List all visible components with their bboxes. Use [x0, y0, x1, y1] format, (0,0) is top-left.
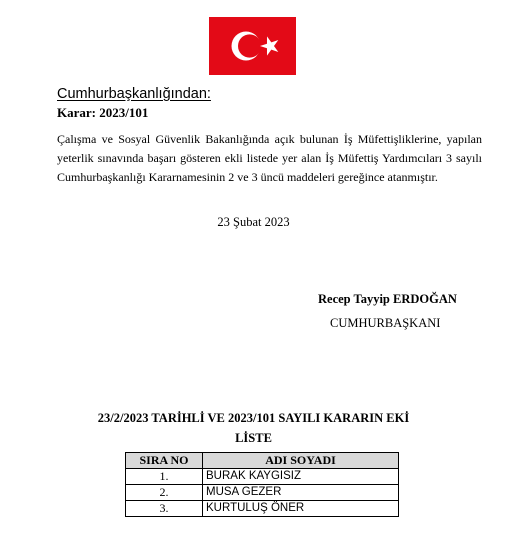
- issuer-heading: Cumhurbaşkanlığından:: [57, 86, 211, 102]
- table-row: [126, 501, 399, 517]
- signer-title: CUMHURBAŞKANI: [330, 316, 441, 330]
- row-name: KURTULUŞ ÖNER: [203, 501, 399, 517]
- appointee-table: [125, 452, 399, 517]
- decision-date: 23 Şubat 2023: [217, 215, 290, 229]
- row-number: 2.: [126, 485, 203, 501]
- crescent-star-icon: [209, 17, 296, 75]
- row-number: 1.: [126, 469, 203, 485]
- row-number: 3.: [126, 501, 203, 517]
- turkish-flag-emblem: [209, 17, 296, 75]
- table-header-row: [126, 453, 399, 469]
- row-name: BURAK KAYGISIZ: [203, 469, 399, 485]
- decision-number: Karar: 2023/101: [57, 105, 149, 120]
- column-header-sira-no: SIRA NO: [126, 453, 203, 469]
- table-row: [126, 469, 399, 485]
- row-name: MUSA GEZER: [203, 485, 399, 501]
- annex-title-line-1: 23/2/2023 TARİHLİ VE 2023/101 SAYILI KARARIN EKİ: [97, 411, 410, 425]
- annex-title-line-2: LİSTE: [235, 431, 272, 445]
- signer-name: Recep Tayyip ERDOĞAN: [318, 292, 457, 306]
- column-header-adi-soyadi: ADI SOYADI: [203, 453, 399, 469]
- annex-title: [80, 408, 427, 448]
- table-row: [126, 485, 399, 501]
- decision-body-text: Çalışma ve Sosyal Güvenlik Bakanlığında açık bulunan İş Müfettişliklerine, yapılan yeterlik sınavında başarı gösteren ekli listede yer alan İş Müfettiş Yardımcıları 3 sayılı Cumhurbaşkanlığı Kararnamesinin 2 ve 3 üncü maddeleri gereğince atanmıştır.: [57, 132, 482, 184]
